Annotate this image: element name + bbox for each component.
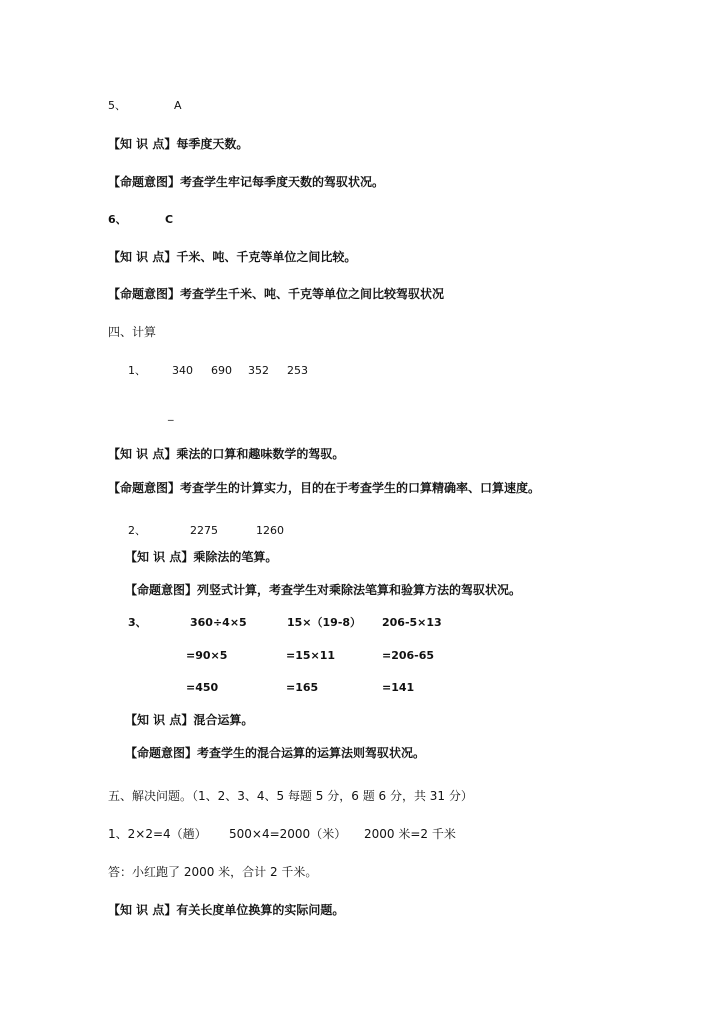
calc-2-answer: 1260 <box>256 524 284 537</box>
calc-3-cell: =141 <box>382 681 415 694</box>
calc-2-intent: 【命题意图】列竖式计算，考查学生对乘除法笔算和验算方法的驾驭状况。 <box>125 583 522 597</box>
calc-3-cell: =15×11 <box>286 649 336 662</box>
calc-3-cell: 206-5×13 <box>382 616 442 629</box>
calc-2-answer: 2275 <box>190 524 218 537</box>
calc-3-cell: =90×5 <box>186 649 228 662</box>
q5-knowledge-point: 【知 识 点】每季度天数。 <box>108 137 249 151</box>
section-4-heading: 四、计算 <box>108 325 157 339</box>
calc-3-cell: =450 <box>186 681 219 694</box>
calc-3-cell: =165 <box>286 681 319 694</box>
calc-3-cell: 360÷4×5 <box>190 616 247 629</box>
q5-intent: 【命题意图】考查学生牢记每季度天数的驾驭状况。 <box>108 175 385 189</box>
calc-1-dash: _ <box>168 408 174 421</box>
answer-5-value: A <box>174 99 182 112</box>
calc-1-number: 1、 <box>128 364 146 377</box>
calc-1-intent: 【命题意图】考查学生的计算实力，目的在于考查学生的口算精确率、口算速度。 <box>108 481 541 495</box>
calc-3-number: 3、 <box>128 616 147 629</box>
calc-2-knowledge-point: 【知 识 点】乘除法的笔算。 <box>125 550 278 564</box>
problem-1-knowledge-point: 【知 识 点】有关长度单位换算的实际问题。 <box>108 903 345 917</box>
calc-1-answer: 690 <box>211 364 232 377</box>
calc-2-number: 2、 <box>128 524 146 537</box>
calc-1-knowledge-point: 【知 识 点】乘法的口算和趣味数学的驾驭。 <box>108 447 345 461</box>
calc-1-answer: 352 <box>248 364 269 377</box>
problem-1-step: 500×4=2000（米） <box>229 827 347 841</box>
q6-knowledge-point: 【知 识 点】千米、吨、千克等单位之间比较。 <box>108 250 357 264</box>
calc-1-answer: 253 <box>287 364 308 377</box>
answer-6-number: 6、 <box>108 213 127 226</box>
calc-3-cell: 15×（19-8） <box>287 616 362 629</box>
calc-3-cell: =206-65 <box>382 649 435 662</box>
calc-3-intent: 【命题意图】考查学生的混合运算的运算法则驾驭状况。 <box>125 746 426 760</box>
q6-intent: 【命题意图】考查学生千米、吨、千克等单位之间比较驾驭状况 <box>108 287 445 301</box>
section-5-heading: 五、解决问题。（1、2、3、4、5 每题 5 分，6 题 6 分，共 31 分） <box>108 789 473 803</box>
problem-1-answer: 答：小红跑了 2000 米，合计 2 千米。 <box>108 865 318 879</box>
calc-1-answer: 340 <box>172 364 193 377</box>
calc-3-knowledge-point: 【知 识 点】混合运算。 <box>125 713 254 727</box>
answer-5-number: 5、 <box>108 99 126 112</box>
answer-6-value: C <box>165 213 174 226</box>
problem-1-step: 2000 米=2 千米 <box>364 827 456 841</box>
problem-1-step: 1、2×2=4（趟） <box>108 827 207 841</box>
